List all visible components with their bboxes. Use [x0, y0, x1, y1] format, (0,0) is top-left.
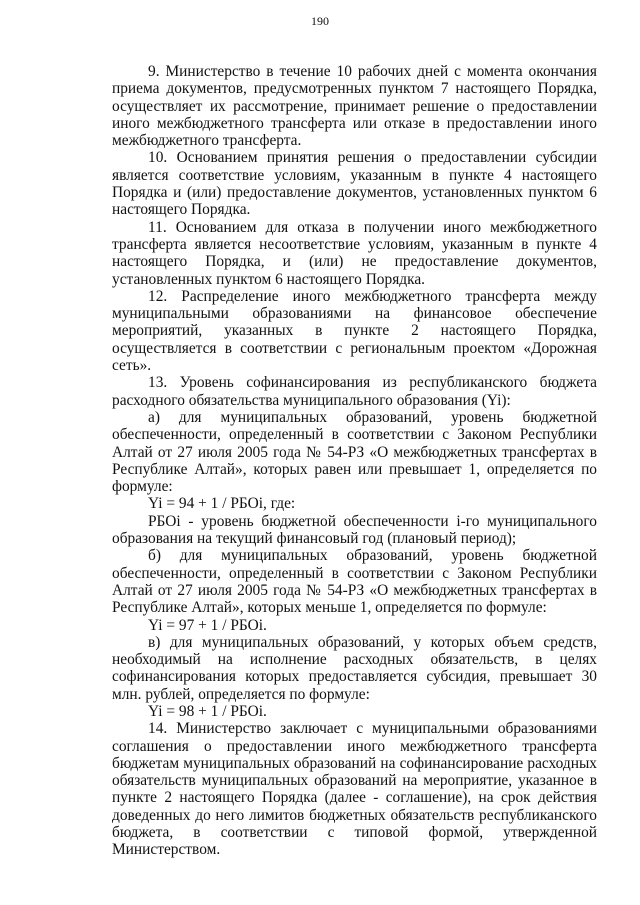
paragraph-13b: б) для муниципальных образований, уровень бюджетной обеспеченности, определенный в соответствии с Законом Республики Алтай от 27 июля 2005 года № 54-РЗ «О межбюджетных трансфертах в Республике Алтай», которых меньше 1, определяется по формуле:	[112, 547, 597, 617]
document-body	[112, 63, 597, 859]
paragraph-12: 12. Распределение иного межбюджетного трансферта между муниципальными образованиями на финансовое обеспечение мероприятий, указанных в пункте 2 настоящего Порядка, осуществляется в соответствии с региональным проектом «Дорожная сеть».	[112, 287, 597, 375]
paragraph-13a: а) для муниципальных образований, уровень бюджетной обеспеченности, определенный в соответствии с Законом Республики Алтай от 27 июля 2005 года № 54-РЗ «О межбюджетных трансфертах в Республике Алтай», которых равен или превышает 1, определяется по формуле:	[112, 408, 597, 496]
formula-94: Yi = 94 + 1 / РБОi, где:	[148, 495, 296, 513]
rbo-definition: РБОi - уровень бюджетной обеспеченности i-го муниципального образования на текущий финансовый год (плановый период);	[112, 512, 597, 548]
paragraph-14: 14. Министерство заключает с муниципальными образованиями соглашения о предоставлении иного межбюджетного трансферта бюджетам муниципальных образований на софинансирование расходных обязательств муниципальных образований на мероприятие, указанное в пункте 2 настоящего Порядка (далее - соглашение), на срок действия доведенных до него лимитов бюджетных обязательств республиканского бюджета, в соответствии с типовой формой, утвержденной Министерством.	[112, 720, 597, 859]
paragraph-13: 13. Уровень софинансирования из республиканского бюджета расходного обязательства муниципального образования (Yi):	[112, 374, 597, 409]
formula-98: Yi = 98 + 1 / РБОi.	[148, 702, 267, 720]
paragraph-11: 11. Основанием для отказа в получении иного межбюджетного трансферта является несоответствие условиям, указанным в пункте 4 настоящего Порядка, и (или) не предоставление документов, установленных пунктом 6 настоящего Порядка.	[112, 218, 597, 288]
page-number: 190	[311, 14, 329, 28]
paragraph-13v: в) для муниципальных образований, у которых объем средств, необходимый на исполнение расходных обязательств, в целях софинансирования которых предоставляется субсидия, превышает 30 млн. рублей, определяется по формуле:	[112, 633, 597, 703]
paragraph-10: 10. Основанием принятия решения о предоставлении субсидии является соответствие условиям, указанным в пункте 4 настоящего Порядка и (или) предоставление документов, установленных пунктом 6 настоящего Порядка.	[112, 149, 597, 219]
paragraph-9: 9. Министерство в течение 10 рабочих дней с момента окончания приема документов, предусмотренных пунктом 7 настоящего Порядка, осуществляет их рассмотрение, принимает решение о предоставлении иного межбюджетного трансферта или отказе в предоставлении иного межбюджетного трансферта.	[112, 63, 597, 150]
formula-97: Yi = 97 + 1 / РБОi.	[148, 616, 267, 634]
